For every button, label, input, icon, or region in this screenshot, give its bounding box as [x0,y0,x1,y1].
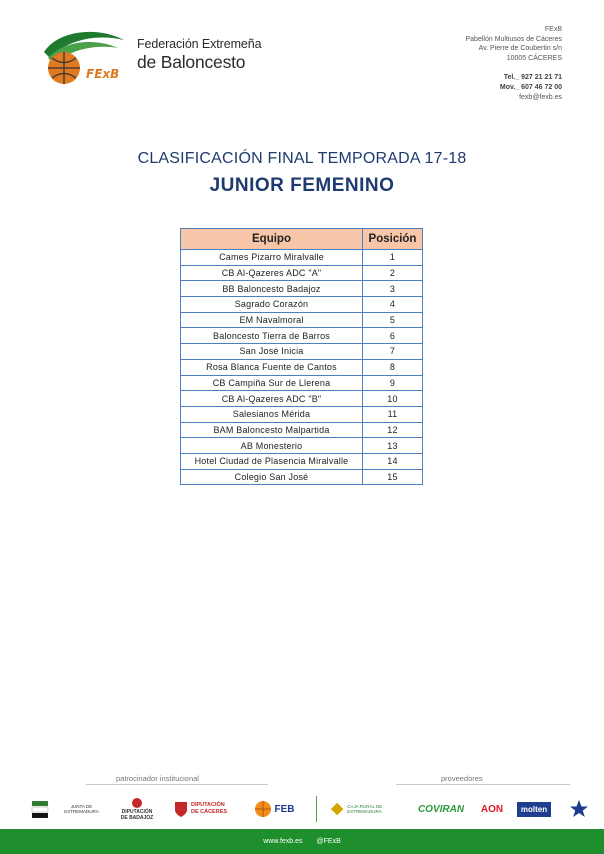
position-cell: 4 [363,297,423,313]
position-cell: 15 [363,469,423,485]
position-cell: 6 [363,328,423,344]
table-row [181,297,423,313]
table-row [181,359,423,375]
basketball-logo-icon [38,28,130,86]
sponsor-diputacion-badajoz [114,794,160,824]
logo-text: FExB [86,67,120,81]
position-cell: 3 [363,281,423,297]
feb-text: FEB [274,803,295,815]
aon-text: AON [480,803,504,815]
contact-name: FExB [544,26,562,33]
providers-label: proveedores [441,774,483,783]
contact-mobile: Mov._ 607 46 72 00 [499,83,562,91]
position-cell: 9 [363,375,423,391]
contact-block [466,25,563,102]
team-cell: EM Navalmoral [181,312,363,328]
coviran-text: COVIRAN [417,803,465,815]
position-cell: 14 [363,453,423,469]
team-cell: CB Al-Qazeres ADC "A" [181,265,363,281]
table-row [181,265,423,281]
table-header-row [181,229,423,250]
team-cell: BB Baloncesto Badajoz [181,281,363,297]
footer-bar [0,829,604,854]
team-cell: Sagrado Corazón [181,297,363,313]
caceres-text-1: DIPUTACIÓN [190,802,225,808]
caceres-crest-icon [173,800,189,818]
table-row [181,312,423,328]
team-cell: CB Campiña Sur de Llerena [181,375,363,391]
org-name-line1: Federación Extremeña [137,37,262,51]
caja-rural-text: CAJA RURAL DE EXTREMADURA [347,804,383,814]
contact-address-1: Pabellón Multiusos de Cáceres [465,35,562,43]
document-title: CLASIFICACIÓN FINAL TEMPORADA 17-18 [137,150,467,167]
team-cell: Hotel Ciudad de Plasencia Miralvalle [181,453,363,469]
badajoz-text-1: DIPUTACIÓN [121,809,153,815]
contact-email[interactable]: fexb@fexb.es [519,93,562,101]
category-title: JUNIOR FEMENINO [209,175,395,196]
caceres-text-2: DE CÁCERES [190,809,228,815]
twitter-link[interactable]: @FExB [316,838,341,845]
position-cell: 8 [363,359,423,375]
table-row [181,469,423,485]
sponsor-junta-extremadura [30,794,110,824]
sponsor-star [564,794,594,824]
team-cell: Rosa Blanca Fuente de Cantos [181,359,363,375]
table-row [181,375,423,391]
sponsor-molten [514,794,554,824]
team-cell: Cames Pizarro Miralvalle [181,250,363,266]
organization-name [137,38,261,71]
team-cell: CB Al-Qazeres ADC "B" [181,391,363,407]
sponsor-caja-rural [330,794,410,824]
divider [396,784,570,785]
position-cell: 1 [363,250,423,266]
star-logo-icon [568,798,590,820]
position-cell: 11 [363,406,423,422]
table-row [181,391,423,407]
position-cell: 7 [363,344,423,360]
team-cell: Colegio San José [181,469,363,485]
table-row [181,250,423,266]
position-cell: 10 [363,391,423,407]
org-name-line2: de Baloncesto [137,51,246,72]
molten-text: molten [517,802,551,817]
divider [86,784,268,785]
position-cell: 12 [363,422,423,438]
badajoz-crest-icon [130,797,144,809]
table-row [181,344,423,360]
caja-rural-icon [330,801,344,817]
team-cell: Baloncesto Tierra de Barros [181,328,363,344]
sponsor-aon [474,794,510,824]
column-header-team: Equipo [181,229,363,250]
team-cell: Salesianos Mérida [181,406,363,422]
website-link[interactable]: www.fexb.es [263,838,303,845]
junta-text: JUNTA DE EXTREMADURA [64,804,99,814]
table-row [181,328,423,344]
contact-address-2: Av. Pierre de Coubertin s/n [478,45,562,53]
standings-table [180,228,423,485]
position-cell: 13 [363,438,423,454]
table-row [181,406,423,422]
position-cell: 5 [363,312,423,328]
team-cell: BAM Baloncesto Malpartida [181,422,363,438]
sponsor-diputacion-caceres [164,794,236,824]
contact-address-3: 10005 CÁCERES [506,54,562,62]
team-cell: AB Monesterio [181,438,363,454]
fexb-logo [38,28,130,86]
institutional-sponsor-label: patrocinador institucional [116,774,199,783]
table-row [181,438,423,454]
table-row [181,453,423,469]
column-header-position: Posición [363,229,423,250]
sponsor-divider [316,796,317,822]
team-cell: San José Inicia [181,344,363,360]
junta-emblem-icon [30,798,50,820]
badajoz-text-2: DE BADAJOZ [120,815,154,821]
sponsor-feb [244,794,304,824]
contact-phone: Tel._ 927 21 21 71 [503,74,562,82]
sponsor-coviran [410,794,472,824]
feb-ball-icon [254,800,272,818]
table-row [181,281,423,297]
table-row [181,422,423,438]
position-cell: 2 [363,265,423,281]
